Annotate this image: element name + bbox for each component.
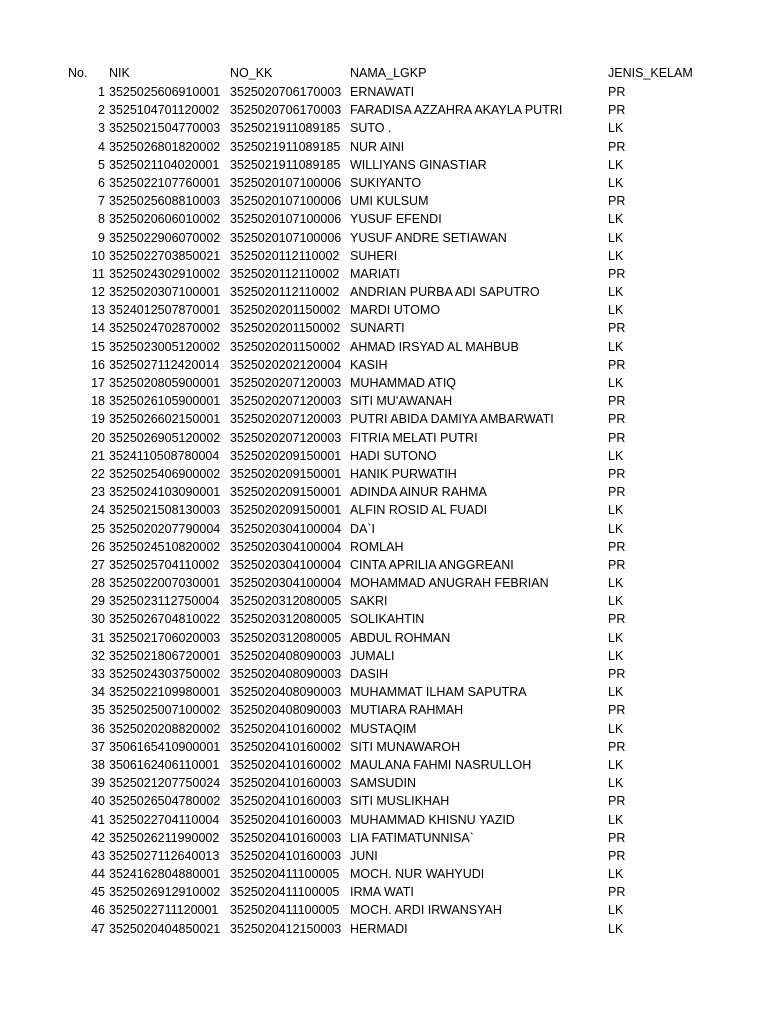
cell-nik: 3525026105900001 — [109, 394, 221, 409]
cell-no-kk: 3525020107100006 — [230, 175, 342, 190]
cell-jenis-kelamin: PR — [608, 394, 626, 409]
cell-nama-lgkp: SITI MUNAWAROH — [350, 739, 461, 754]
cell-no-kk: 3525020312080005 — [230, 594, 342, 609]
cell-jenis-kelamin: PR — [608, 85, 626, 99]
header-jenis-kelamin: JENIS_KELAM — [608, 66, 693, 80]
table-row — [0, 410, 768, 428]
cell-nik: 3525021508130003 — [109, 503, 221, 518]
cell-nik: 3525021806720001 — [109, 648, 221, 663]
cell-jenis-kelamin: LK — [608, 630, 624, 645]
cell-nama-lgkp: SUTO . — [350, 121, 392, 136]
cell-nama-lgkp: MUHAMMAD ATIQ — [350, 376, 457, 390]
cell-nik: 3525020208820002 — [109, 721, 221, 736]
cell-jenis-kelamin: PR — [608, 194, 626, 209]
table-row — [0, 356, 768, 374]
table-row — [0, 629, 768, 647]
cell-jenis-kelamin: PR — [608, 485, 626, 500]
cell-no: 30 — [91, 612, 105, 627]
cell-jenis-kelamin: LK — [608, 648, 624, 663]
table-row — [0, 720, 768, 738]
table-row — [0, 283, 768, 301]
cell-nik: 3506162406110001 — [109, 757, 220, 772]
cell-nik: 3525025007100002 — [109, 703, 221, 718]
cell-nik: 3524162804880001 — [109, 867, 221, 882]
cell-no: 19 — [91, 412, 105, 427]
table-row — [0, 101, 768, 119]
cell-nama-lgkp: MAULANA FAHMI NASRULLOH — [350, 757, 532, 772]
cell-nik: 3525020805900001 — [109, 376, 221, 390]
cell-no: 8 — [98, 212, 105, 227]
cell-no-kk: 3525020209150001 — [230, 485, 342, 500]
cell-jenis-kelamin: PR — [608, 430, 626, 445]
cell-jenis-kelamin: PR — [608, 703, 626, 718]
cell-nik: 3525022906070002 — [109, 230, 221, 245]
cell-no: 5 — [98, 157, 105, 172]
cell-no: 18 — [91, 394, 105, 409]
cell-nama-lgkp: IRMA WATI — [350, 885, 414, 900]
cell-no: 22 — [91, 466, 105, 481]
table-row — [0, 774, 768, 792]
data-table — [0, 64, 768, 938]
cell-jenis-kelamin: PR — [608, 794, 626, 809]
cell-no: 13 — [91, 303, 105, 318]
cell-no: 12 — [91, 285, 105, 300]
table-row — [0, 192, 768, 210]
cell-nama-lgkp: MARIATI — [350, 266, 400, 281]
cell-no: 43 — [91, 848, 105, 863]
header-nama-lgkp: NAMA_LGKP — [350, 66, 427, 80]
cell-nama-lgkp: YUSUF EFENDI — [350, 212, 442, 227]
cell-nik: 3525023005120002 — [109, 339, 221, 354]
cell-no: 4 — [98, 139, 105, 154]
cell-jenis-kelamin: PR — [608, 266, 626, 281]
cell-nama-lgkp: SUNARTI — [350, 321, 405, 336]
cell-jenis-kelamin: LK — [608, 448, 624, 463]
table-row — [0, 829, 768, 847]
cell-jenis-kelamin: PR — [608, 321, 626, 336]
table-row — [0, 665, 768, 683]
cell-no-kk: 3525021911089185 — [230, 157, 341, 172]
table-row — [0, 847, 768, 865]
cell-no-kk: 3525020706170003 — [230, 85, 342, 99]
cell-no-kk: 3525020201150002 — [230, 321, 341, 336]
cell-no-kk: 3525020410160003 — [230, 812, 342, 827]
cell-nama-lgkp: YUSUF ANDRE SETIAWAN — [350, 230, 507, 245]
table-row — [0, 156, 768, 174]
cell-jenis-kelamin: LK — [608, 594, 624, 609]
table-row — [0, 920, 768, 938]
cell-nik: 3525027112420014 — [109, 357, 220, 372]
cell-nama-lgkp: WILLIYANS GINASTIAR — [350, 157, 487, 172]
cell-no: 6 — [98, 175, 105, 190]
cell-no-kk: 3525020304100004 — [230, 539, 342, 554]
cell-nama-lgkp: ANDRIAN PURBA ADI SAPUTRO — [350, 285, 540, 300]
cell-no-kk: 3525020107100006 — [230, 212, 342, 227]
cell-no: 44 — [91, 867, 105, 882]
cell-no-kk: 3525020412150003 — [230, 921, 342, 936]
cell-no-kk: 3525020304100004 — [230, 576, 342, 591]
cell-nik: 3525026905120002 — [109, 430, 221, 445]
cell-jenis-kelamin: PR — [608, 739, 626, 754]
table-row — [0, 538, 768, 556]
cell-no-kk: 3525020112110002 — [230, 266, 340, 281]
table-row — [0, 229, 768, 247]
cell-no-kk: 3525020410160003 — [230, 830, 342, 845]
cell-nama-lgkp: HANIK PURWATIH — [350, 466, 457, 481]
cell-jenis-kelamin: LK — [608, 521, 624, 536]
cell-nik: 3525027112640013 — [109, 848, 220, 863]
cell-nik: 3525021207750024 — [109, 776, 221, 791]
cell-jenis-kelamin: LK — [608, 685, 624, 700]
cell-no-kk: 3525020207120003 — [230, 430, 342, 445]
table-row — [0, 138, 768, 156]
cell-jenis-kelamin: LK — [608, 903, 624, 918]
cell-no-kk: 3525020112110002 — [230, 248, 340, 263]
cell-no: 47 — [91, 921, 105, 936]
cell-jenis-kelamin: PR — [608, 466, 626, 481]
cell-no: 7 — [98, 194, 105, 209]
table-row — [0, 901, 768, 919]
cell-jenis-kelamin: PR — [608, 885, 626, 900]
cell-jenis-kelamin: LK — [608, 576, 624, 591]
cell-jenis-kelamin: PR — [608, 103, 626, 118]
cell-nama-lgkp: ADINDA AINUR RAHMA — [350, 485, 487, 500]
cell-jenis-kelamin: LK — [608, 376, 624, 390]
cell-nama-lgkp: ERNAWATI — [350, 85, 415, 99]
cell-no-kk: 3525020107100006 — [230, 194, 342, 209]
cell-jenis-kelamin: PR — [608, 557, 626, 572]
table-row — [0, 301, 768, 319]
cell-nama-lgkp: DA`I — [350, 521, 375, 536]
table-header-row — [0, 64, 768, 83]
cell-jenis-kelamin: LK — [608, 776, 624, 791]
cell-no: 45 — [91, 885, 105, 900]
table-row — [0, 592, 768, 610]
cell-no: 2 — [98, 103, 105, 118]
header-no-kk: NO_KK — [230, 66, 273, 80]
cell-nik: 3525021504770003 — [109, 121, 221, 136]
cell-no: 28 — [91, 576, 105, 591]
cell-no-kk: 3525020202120004 — [230, 357, 342, 372]
table-body — [0, 83, 768, 938]
cell-no-kk: 3525020312080005 — [230, 630, 342, 645]
cell-no-kk: 3525020410160002 — [230, 757, 342, 772]
cell-no: 38 — [91, 757, 105, 772]
cell-nama-lgkp: MOCH. NUR WAHYUDI — [350, 867, 485, 882]
cell-no-kk: 3525020107100006 — [230, 230, 342, 245]
cell-nama-lgkp: CINTA APRILIA ANGGREANI — [350, 557, 514, 572]
cell-nik: 3525020606010002 — [109, 212, 221, 227]
cell-no-kk: 3525021911089185 — [230, 121, 341, 136]
cell-no: 39 — [91, 776, 105, 791]
table-row — [0, 119, 768, 137]
cell-nik: 3525026801820002 — [109, 139, 221, 154]
cell-no-kk: 3525020410160002 — [230, 721, 342, 736]
cell-nama-lgkp: SAKRI — [350, 594, 388, 609]
cell-nik: 3525025608810003 — [109, 194, 221, 209]
table-row — [0, 756, 768, 774]
cell-nik: 3525021104020001 — [109, 157, 220, 172]
cell-no-kk: 3525020411100005 — [230, 867, 340, 882]
table-row — [0, 520, 768, 538]
cell-jenis-kelamin: LK — [608, 503, 624, 518]
cell-nama-lgkp: MOHAMMAD ANUGRAH FEBRIAN — [350, 576, 549, 591]
table-row — [0, 701, 768, 719]
cell-no: 36 — [91, 721, 105, 736]
table-row — [0, 865, 768, 883]
cell-nik: 3525025704110002 — [109, 557, 220, 572]
cell-nama-lgkp: MUHAMMAT ILHAM SAPUTRA — [350, 685, 527, 700]
cell-jenis-kelamin: LK — [608, 812, 624, 827]
cell-no-kk: 3525020209150001 — [230, 448, 342, 463]
table-row — [0, 556, 768, 574]
cell-nik: 3525021706020003 — [109, 630, 221, 645]
cell-nama-lgkp: AHMAD IRSYAD AL MAHBUB — [350, 339, 519, 354]
header-nik: NIK — [109, 66, 130, 80]
cell-jenis-kelamin: LK — [608, 230, 624, 245]
cell-jenis-kelamin: LK — [608, 303, 624, 318]
cell-no: 35 — [91, 703, 105, 718]
cell-no-kk: 3525020410160002 — [230, 739, 342, 754]
cell-nama-lgkp: MUSTAQIM — [350, 721, 417, 736]
cell-nama-lgkp: FARADISA AZZAHRA AKAYLA PUTRI — [350, 103, 563, 118]
table-row — [0, 338, 768, 356]
cell-no: 11 — [92, 266, 105, 281]
table-row — [0, 738, 768, 756]
table-row — [0, 883, 768, 901]
cell-no: 31 — [91, 630, 105, 645]
cell-no-kk: 3525020411100005 — [230, 885, 340, 900]
cell-no-kk: 3525020304100004 — [230, 521, 342, 536]
cell-no: 14 — [91, 321, 105, 336]
cell-no-kk: 3525020706170003 — [230, 103, 342, 118]
cell-no: 1 — [98, 85, 105, 99]
cell-nama-lgkp: PUTRI ABIDA DAMIYA AMBARWATI — [350, 412, 554, 427]
cell-nik: 3525024702870002 — [109, 321, 221, 336]
cell-no-kk: 3525020408090003 — [230, 648, 342, 663]
cell-nik: 3525022703850021 — [109, 248, 221, 263]
cell-no: 21 — [91, 448, 105, 463]
cell-nik: 3525024303750002 — [109, 667, 221, 681]
table-row — [0, 447, 768, 465]
cell-nik: 3525026912910002 — [109, 885, 221, 900]
cell-nik: 3525020307100001 — [109, 285, 221, 300]
cell-jenis-kelamin: PR — [608, 848, 626, 863]
cell-nama-lgkp: MOCH. ARDI IRWANSYAH — [350, 903, 502, 918]
cell-nik: 3525022704110004 — [109, 812, 220, 827]
cell-no: 15 — [91, 339, 105, 354]
cell-jenis-kelamin: PR — [608, 139, 626, 154]
cell-nama-lgkp: ALFIN ROSID AL FUADI — [350, 503, 488, 518]
cell-no: 9 — [98, 230, 105, 245]
cell-nama-lgkp: SITI MUSLIKHAH — [350, 794, 450, 809]
cell-nik: 3524012507870001 — [109, 303, 221, 318]
cell-jenis-kelamin: LK — [608, 921, 624, 936]
cell-nik: 3524110508780004 — [109, 448, 220, 463]
table-row — [0, 374, 768, 392]
cell-no-kk: 3525020209150001 — [230, 503, 342, 518]
cell-nik: 3525020207790004 — [109, 521, 221, 536]
cell-jenis-kelamin: PR — [608, 539, 626, 554]
cell-jenis-kelamin: LK — [608, 175, 624, 190]
cell-no-kk: 3525020410160003 — [230, 848, 342, 863]
cell-no-kk: 3525020207120003 — [230, 412, 342, 427]
cell-jenis-kelamin: LK — [608, 212, 624, 227]
cell-no: 41 — [91, 812, 105, 827]
cell-nik: 3525024103090001 — [109, 485, 221, 500]
cell-jenis-kelamin: LK — [608, 339, 624, 354]
cell-nik: 3525022007030001 — [109, 576, 221, 591]
cell-nik: 3525025606910001 — [109, 85, 221, 99]
cell-no: 46 — [91, 903, 105, 918]
cell-nama-lgkp: ABDUL ROHMAN — [350, 630, 451, 645]
cell-jenis-kelamin: LK — [608, 757, 624, 772]
cell-nama-lgkp: FITRIA MELATI PUTRI — [350, 430, 478, 445]
cell-nama-lgkp: SUKIYANTO — [350, 175, 422, 190]
cell-no: 16 — [91, 357, 105, 372]
cell-nik: 3525026211990002 — [109, 830, 220, 845]
table-row — [0, 429, 768, 447]
cell-nik: 3525026504780002 — [109, 794, 221, 809]
cell-no-kk: 3525020408090003 — [230, 703, 342, 718]
table-row — [0, 174, 768, 192]
cell-no-kk: 3525020304100004 — [230, 557, 342, 572]
cell-nama-lgkp: JUNI — [350, 848, 378, 863]
cell-nama-lgkp: HERMADI — [350, 921, 408, 936]
cell-nama-lgkp: MARDI UTOMO — [350, 303, 441, 318]
table-row — [0, 483, 768, 501]
cell-nama-lgkp: SITI MU'AWANAH — [350, 394, 453, 409]
cell-jenis-kelamin: PR — [608, 412, 626, 427]
cell-no-kk: 3525020408090003 — [230, 667, 342, 681]
cell-nama-lgkp: SUHERI — [350, 248, 398, 263]
cell-no-kk: 3525020408090003 — [230, 685, 342, 700]
cell-no-kk: 3525020209150001 — [230, 466, 342, 481]
table-row — [0, 792, 768, 810]
cell-nik: 3525023112750004 — [109, 594, 220, 609]
table-row — [0, 811, 768, 829]
cell-jenis-kelamin: PR — [608, 667, 626, 681]
cell-nama-lgkp: JUMALI — [350, 648, 395, 663]
table-row — [0, 683, 768, 701]
cell-nik: 3525022107760001 — [109, 175, 221, 190]
cell-nama-lgkp: KASIH — [350, 357, 388, 372]
cell-nama-lgkp: UMI KULSUM — [350, 194, 429, 209]
cell-no: 20 — [91, 430, 105, 445]
cell-nama-lgkp: DASIH — [350, 667, 389, 681]
cell-nik: 3525026602150001 — [109, 412, 221, 427]
cell-no-kk: 3525020112110002 — [230, 285, 340, 300]
cell-jenis-kelamin: LK — [608, 721, 624, 736]
table-row — [0, 647, 768, 665]
table-row — [0, 247, 768, 265]
table-row — [0, 465, 768, 483]
cell-no: 37 — [91, 739, 105, 754]
cell-nama-lgkp: HADI SUTONO — [350, 448, 437, 463]
cell-no-kk: 3525020207120003 — [230, 376, 342, 390]
cell-no: 33 — [91, 667, 105, 681]
cell-nama-lgkp: MUTIARA RAHMAH — [350, 703, 464, 718]
cell-no: 42 — [91, 830, 105, 845]
cell-no: 34 — [91, 685, 105, 700]
cell-no: 24 — [91, 503, 105, 518]
cell-no: 26 — [91, 539, 105, 554]
cell-jenis-kelamin: LK — [608, 867, 624, 882]
cell-nama-lgkp: SOLIKAHTIN — [350, 612, 425, 627]
cell-no: 32 — [91, 648, 105, 663]
table-row — [0, 392, 768, 410]
cell-no-kk: 3525020410160003 — [230, 794, 342, 809]
cell-no-kk: 3525021911089185 — [230, 139, 341, 154]
cell-nik: 3525104701120002 — [109, 103, 220, 118]
cell-no: 3 — [98, 121, 105, 136]
cell-jenis-kelamin: LK — [608, 157, 624, 172]
cell-nik: 3525024510820002 — [109, 539, 221, 554]
table-row — [0, 265, 768, 283]
cell-no-kk: 3525020312080005 — [230, 612, 342, 627]
table-row — [0, 574, 768, 592]
cell-no: 40 — [91, 794, 105, 809]
cell-jenis-kelamin: PR — [608, 357, 626, 372]
cell-nik: 3525025406900002 — [109, 466, 221, 481]
cell-jenis-kelamin: LK — [608, 248, 624, 263]
cell-no: 17 — [91, 376, 105, 390]
cell-nik: 3506165410900001 — [109, 739, 221, 754]
cell-nama-lgkp: NUR AINI — [350, 139, 405, 154]
cell-nik: 3525022109980001 — [109, 685, 221, 700]
table-row — [0, 319, 768, 337]
cell-no: 27 — [91, 557, 105, 572]
cell-nik: 3525022711120001 — [109, 903, 219, 918]
cell-no-kk: 3525020201150002 — [230, 339, 341, 354]
table-row — [0, 210, 768, 228]
cell-nama-lgkp: ROMLAH — [350, 539, 404, 554]
cell-nik: 3525020404850021 — [109, 921, 221, 936]
table-row — [0, 83, 768, 101]
header-no: No. — [68, 66, 88, 80]
table-row — [0, 501, 768, 519]
cell-nama-lgkp: SAMSUDIN — [350, 776, 416, 791]
cell-no: 29 — [91, 594, 105, 609]
cell-nama-lgkp: LIA FATIMATUNNISA` — [350, 830, 474, 845]
cell-no: 10 — [91, 248, 105, 263]
cell-no-kk: 3525020410160003 — [230, 776, 342, 791]
cell-jenis-kelamin: LK — [608, 285, 624, 300]
cell-no: 23 — [91, 485, 105, 500]
cell-no: 25 — [91, 521, 105, 536]
cell-no-kk: 3525020411100005 — [230, 903, 340, 918]
cell-nik: 3525026704810022 — [109, 612, 221, 627]
cell-jenis-kelamin: PR — [608, 612, 626, 627]
cell-jenis-kelamin: PR — [608, 830, 626, 845]
cell-no-kk: 3525020201150002 — [230, 303, 341, 318]
cell-no-kk: 3525020207120003 — [230, 394, 342, 409]
cell-jenis-kelamin: LK — [608, 121, 624, 136]
table-row — [0, 610, 768, 628]
cell-nama-lgkp: MUHAMMAD KHISNU YAZID — [350, 812, 515, 827]
cell-nik: 3525024302910002 — [109, 266, 221, 281]
